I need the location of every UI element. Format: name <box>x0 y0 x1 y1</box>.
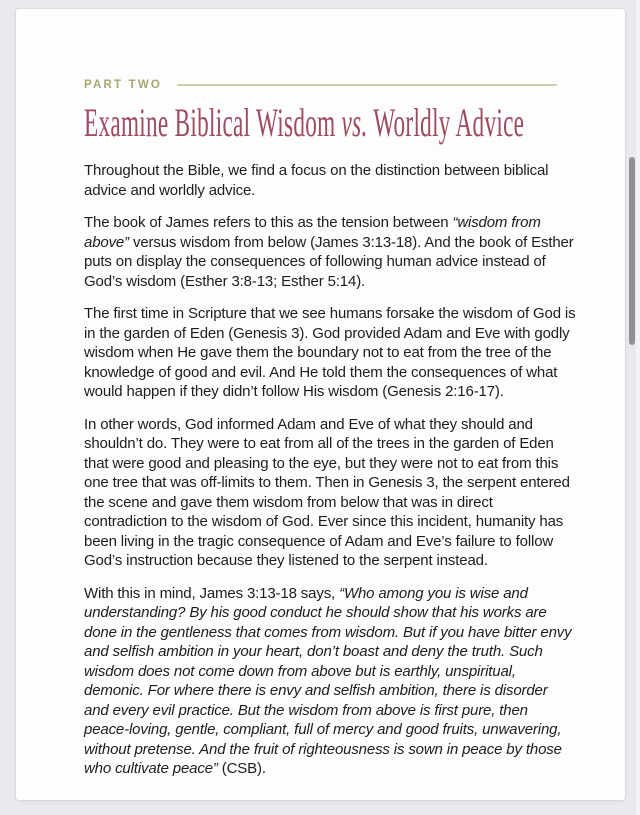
paragraph-eden <box>84 304 576 402</box>
scrollbar-thumb[interactable] <box>629 157 635 345</box>
paragraph-james-quote <box>84 584 576 779</box>
paragraph-text: (CSB). <box>217 760 266 777</box>
paragraph-text-italic-quote: “Who among you is wise and understanding? By his good conduct he should show that his works are done in the gentleness that comes from wisdom. But if you have bitter envy and selfish ambition in your heart, don’t boast and deny the truth. Such wisdom does not come down from above but is earthly, unspiritual, demonic. For where there is envy and selfish ambition, there is disorder and every evil practice. But the wisdom from above is first pure, then peace-loving, gentle, compliant, full of mercy and good fruits, unwavering, without pretense. And the fruit of righteousness is sown in peace by those who cultivate peace” <box>84 584 572 777</box>
document-page <box>16 9 625 800</box>
title-run-1: Examine Biblical Wisdom <box>84 100 342 145</box>
scrollbar-track[interactable] <box>636 0 640 815</box>
paragraph-text: versus wisdom from below (James 3:13-18). And the book of Esther puts on display the consequences of following human advice instead of God’s wisdom (Esther 3:8-13; Esther 5:14). <box>84 233 574 290</box>
title-run-vs-italic: vs. <box>341 100 368 145</box>
paragraph-james-esther <box>84 213 576 291</box>
paragraph-text: The first time in Scripture that we see humans forsake the wisdom of God is in the garden of Eden (Genesis 3). God provided Adam and Eve with godly wisdom when He gave them the boundary not to eat from the tree of the knowledge of good and evil. And He told them the consequences of what would happen if they didn’t follow His wisdom (Genesis 2:16-17). <box>84 305 576 400</box>
page-title <box>84 100 576 146</box>
part-header <box>84 78 576 92</box>
paragraph-serpent <box>84 415 576 571</box>
title-run-2: Worldly Advice <box>367 100 525 145</box>
paragraph-text-italic: “wisdom from above” <box>84 214 541 251</box>
paragraph-text: Throughout the Bible, we find a focus on the distinction between biblical advice and worldly advice. <box>84 162 549 199</box>
part-label: PART TWO <box>84 79 163 91</box>
part-rule-divider <box>177 84 557 86</box>
article-body <box>84 161 576 779</box>
paragraph-intro <box>84 161 576 200</box>
paragraph-text: With this in mind, James 3:13-18 says, <box>84 584 340 602</box>
paragraph-text: The book of James refers to this as the tension between <box>84 214 453 231</box>
paragraph-text: In other words, God informed Adam and Eve of what they should and shouldn’t do. They were to eat from all of the trees in the garden of Eden that were good and pleasing to the eye, but they were not to eat from this one tree that was off-limits to them. Then in Genesis 3, the serpent entered the scene and gave them wisdom from below that was in direct contradiction to the wisdom of God. Ever since this incident, humanity has been living in the tragic consequence of Adam and Eve’s failure to follow God’s instruction because they listened to the serpent instead. <box>84 415 570 569</box>
page-title-text <box>84 100 524 146</box>
